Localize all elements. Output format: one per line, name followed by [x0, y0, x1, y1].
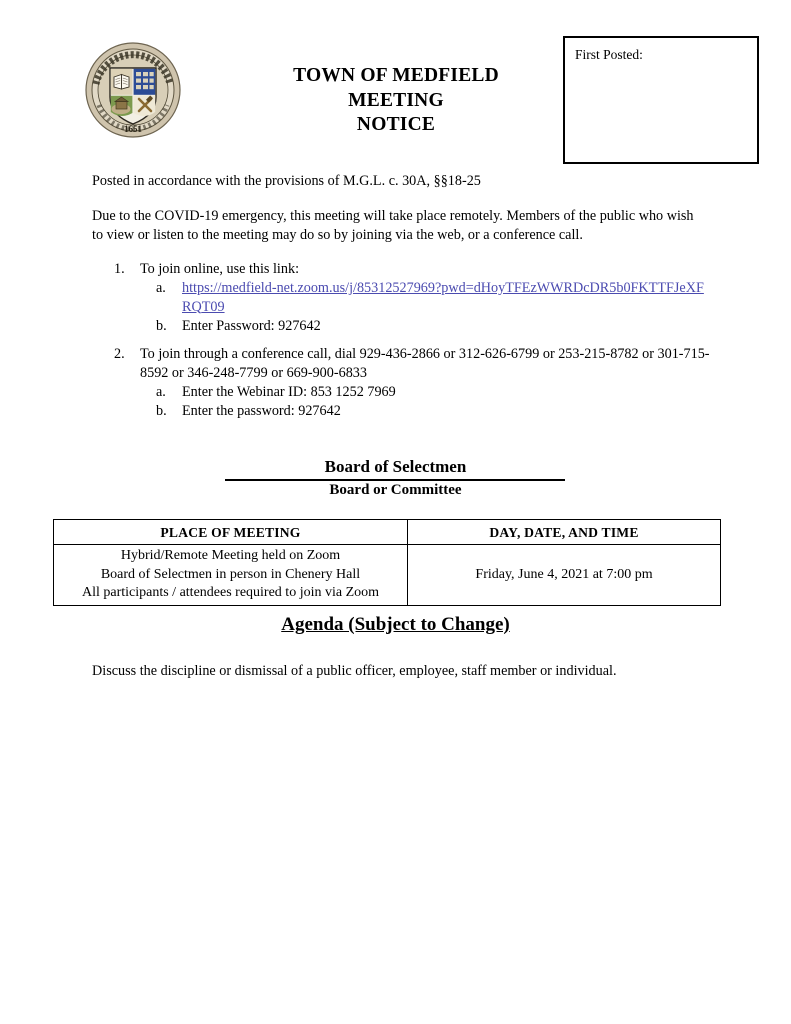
list-item	[92, 317, 717, 336]
place-line-2: Board of Selectmen in person in Chenery Hall	[100, 566, 361, 582]
page-title	[196, 64, 596, 138]
town-seal-icon	[83, 39, 183, 141]
statute-notice-text: Posted in accordance with the provisions of M.G.L. c. 30A, §§18-25	[92, 173, 481, 189]
table-row	[54, 545, 721, 606]
zoom-meeting-link[interactable]: https://medfield-net.zoom.us/j/85312527969?pwd=dHoyTFEzWWRDcDR5b0FKTTFJeXFRQT09	[182, 280, 704, 315]
place-line-3: All participants / attendees required to join via Zoom	[81, 585, 380, 600]
zoom-password-text: Enter Password: 927642	[182, 317, 321, 334]
list-spacer	[92, 336, 717, 345]
list-item	[92, 383, 717, 402]
first-posted-label: First Posted:	[575, 47, 643, 62]
webinar-id-text: Enter the Webinar ID: 853 1252 7969	[182, 383, 396, 400]
board-caption: Board or Committee	[329, 482, 462, 498]
dial-in-password-text: Enter the password: 927642	[182, 402, 341, 419]
list-item	[92, 279, 717, 317]
list-item	[92, 345, 717, 383]
list-marker: b.	[156, 317, 167, 334]
column-header-datetime: DAY, DATE, AND TIME	[408, 520, 721, 545]
board-heading	[0, 456, 791, 478]
list-marker: b.	[156, 402, 167, 419]
place-line-1: Hybrid/Remote Meeting held on Zoom	[120, 548, 341, 563]
join-instructions-list	[92, 260, 717, 421]
page-title-line-2: MEETING	[348, 89, 444, 111]
column-header-place: PLACE OF MEETING	[54, 520, 408, 545]
list-marker: 1.	[114, 261, 125, 277]
cell-day-date-time: Friday, June 4, 2021 at 7:00 pm	[408, 545, 721, 606]
list-marker: 2.	[114, 345, 125, 362]
svg-text:1651: 1651	[124, 124, 142, 134]
list-marker: a.	[156, 280, 166, 296]
list-item	[92, 260, 717, 279]
board-name: Board of Selectmen	[324, 457, 467, 476]
list-item-text: To join online, use this link:	[140, 261, 300, 277]
page-title-line-1: TOWN OF MEDFIELD	[293, 65, 499, 86]
list-item	[92, 402, 717, 421]
list-item-text: To join through a conference call, dial 929-436-2866 or 312-626-6799 or 253-215-8782 or 301-715-8592 or 346-248-7799 or 669-900-6833	[140, 345, 710, 381]
meeting-details-table	[53, 519, 721, 606]
town-seal-logo	[83, 39, 183, 141]
table-header-row	[54, 520, 721, 545]
cell-place-of-meeting	[54, 545, 408, 606]
agenda-item: Discuss the discipline or dismissal of a public officer, employee, staff member or individual.	[92, 663, 617, 679]
agenda-heading-text: Agenda (Subject to Change)	[281, 614, 510, 635]
agenda-heading	[0, 613, 791, 637]
page-title-line-3: NOTICE	[356, 114, 436, 135]
covid-remote-meeting-text: Due to the COVID-19 emergency, this meeting will take place remotely. Members of the public who wish to view or listen to the meeting may do so by joining via the web, or a conference call.	[92, 208, 694, 243]
document-header	[0, 0, 791, 175]
first-posted-box	[563, 36, 759, 164]
list-marker: a.	[156, 383, 166, 400]
